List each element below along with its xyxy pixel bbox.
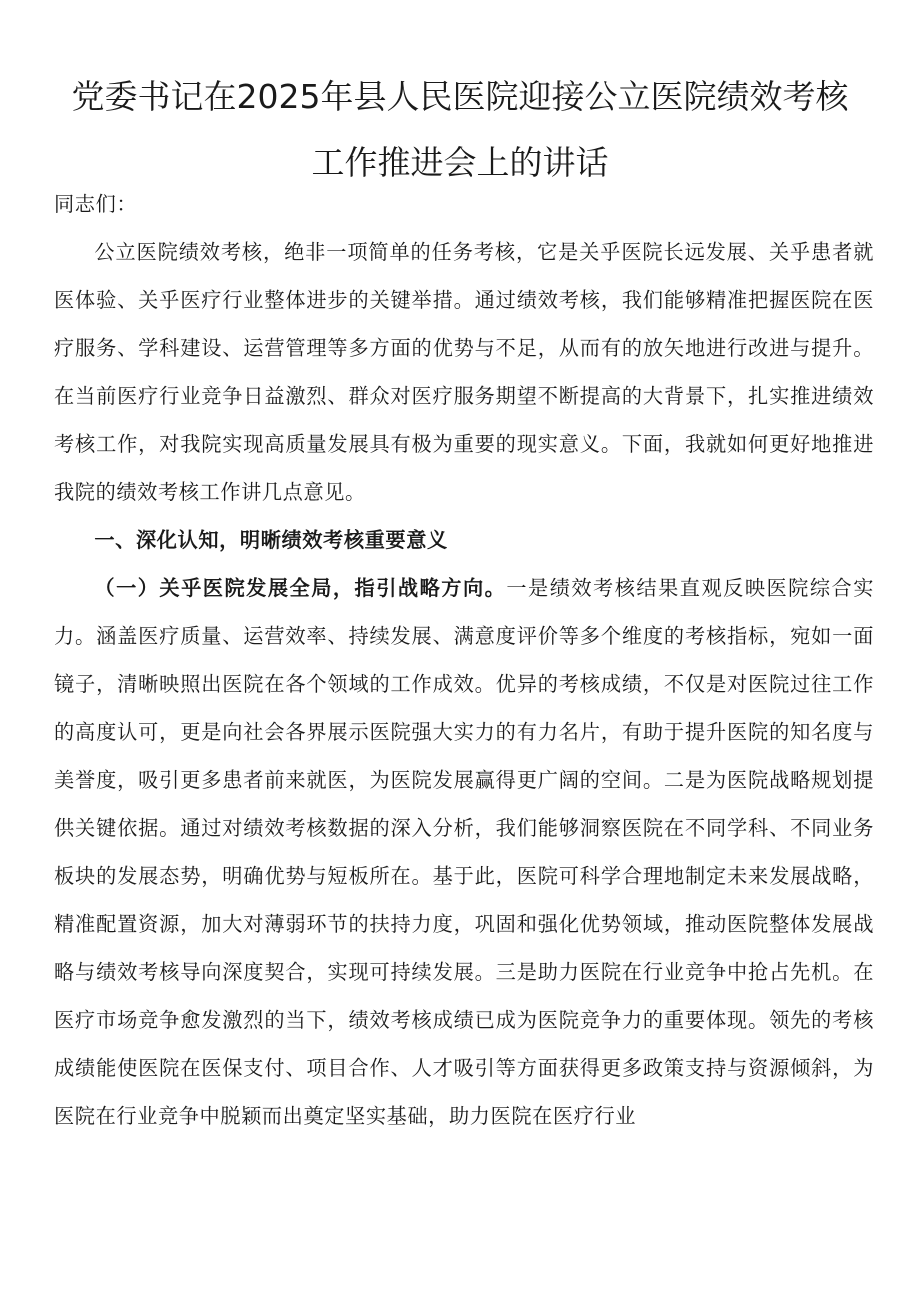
intro-paragraph: 公立医院绩效考核，绝非一项简单的任务考核，它是关乎医院长远发展、关乎患者就医体验、关乎医疗行业整体进步的关键举措。通过绩效考核，我们能够精准把握医院在医疗服务、学科建设、运营管理等多方面的优势与不足，从而有的放矢地进行改进与提升。在当前医疗行业竞争日益激烈、群众对医疗服务期望不断提高的大背景下，扎实推进绩效考核工作，对我院实现高质量发展具有极为重要的现实意义。下面，我就如何更好地推进我院的绩效考核工作讲几点意见。	[54, 240, 874, 504]
title-line-1: 党委书记在2025年县人民医院迎接公立医院绩效考核	[71, 77, 849, 116]
document-title	[40, 64, 880, 196]
salutation: 同志们：	[54, 192, 138, 216]
document-body	[54, 180, 874, 1140]
subsection-body-1: 一是绩效考核结果直观反映医院综合实力。涵盖医疗质量、运营效率、持续发展、满意度评价等多个维度的考核指标，宛如一面镜子，清晰映照出医院在各个领域的工作成效。优异的考核成绩，不仅是对医院过往工作的高度认可，更是向社会各界展示医院强大实力的有力名片，有助于提升医院的知名度与美誉度，吸引更多患者前来就医，为医院发展赢得更广阔的空间。二是为医院战略规划提供关键依据。通过对绩效考核数据的深入分析，我们能够洞察医院在不同学科、不同业务板块的发展态势，明确优势与短板所在。基于此，医院可科学合理地制定未来发展战略，精准配置资源，加大对薄弱环节的扶持力度，巩固和强化优势领域，推动医院整体发展战略与绩效考核导向深度契合，实现可持续发展。三是助力医院在行业竞争中抢占先机。在医疗市场竞争愈发激烈的当下，绩效考核成绩已成为医院竞争力的重要体现。领先的考核成绩能使医院在医保支付、项目合作、人才吸引等方面获得更多政策支持与资源倾斜，为医院在行业竞争中脱颖而出奠定坚实基础，助力医院在医疗行业	[54, 576, 875, 1128]
subsection-lead-1: （一）关乎医院发展全局，指引战略方向。	[94, 576, 507, 600]
section-heading-1: 一、深化认知，明晰绩效考核重要意义	[94, 528, 448, 552]
title-line-2: 工作推进会上的讲话	[311, 143, 609, 182]
subsection-paragraph-1	[54, 564, 874, 1140]
